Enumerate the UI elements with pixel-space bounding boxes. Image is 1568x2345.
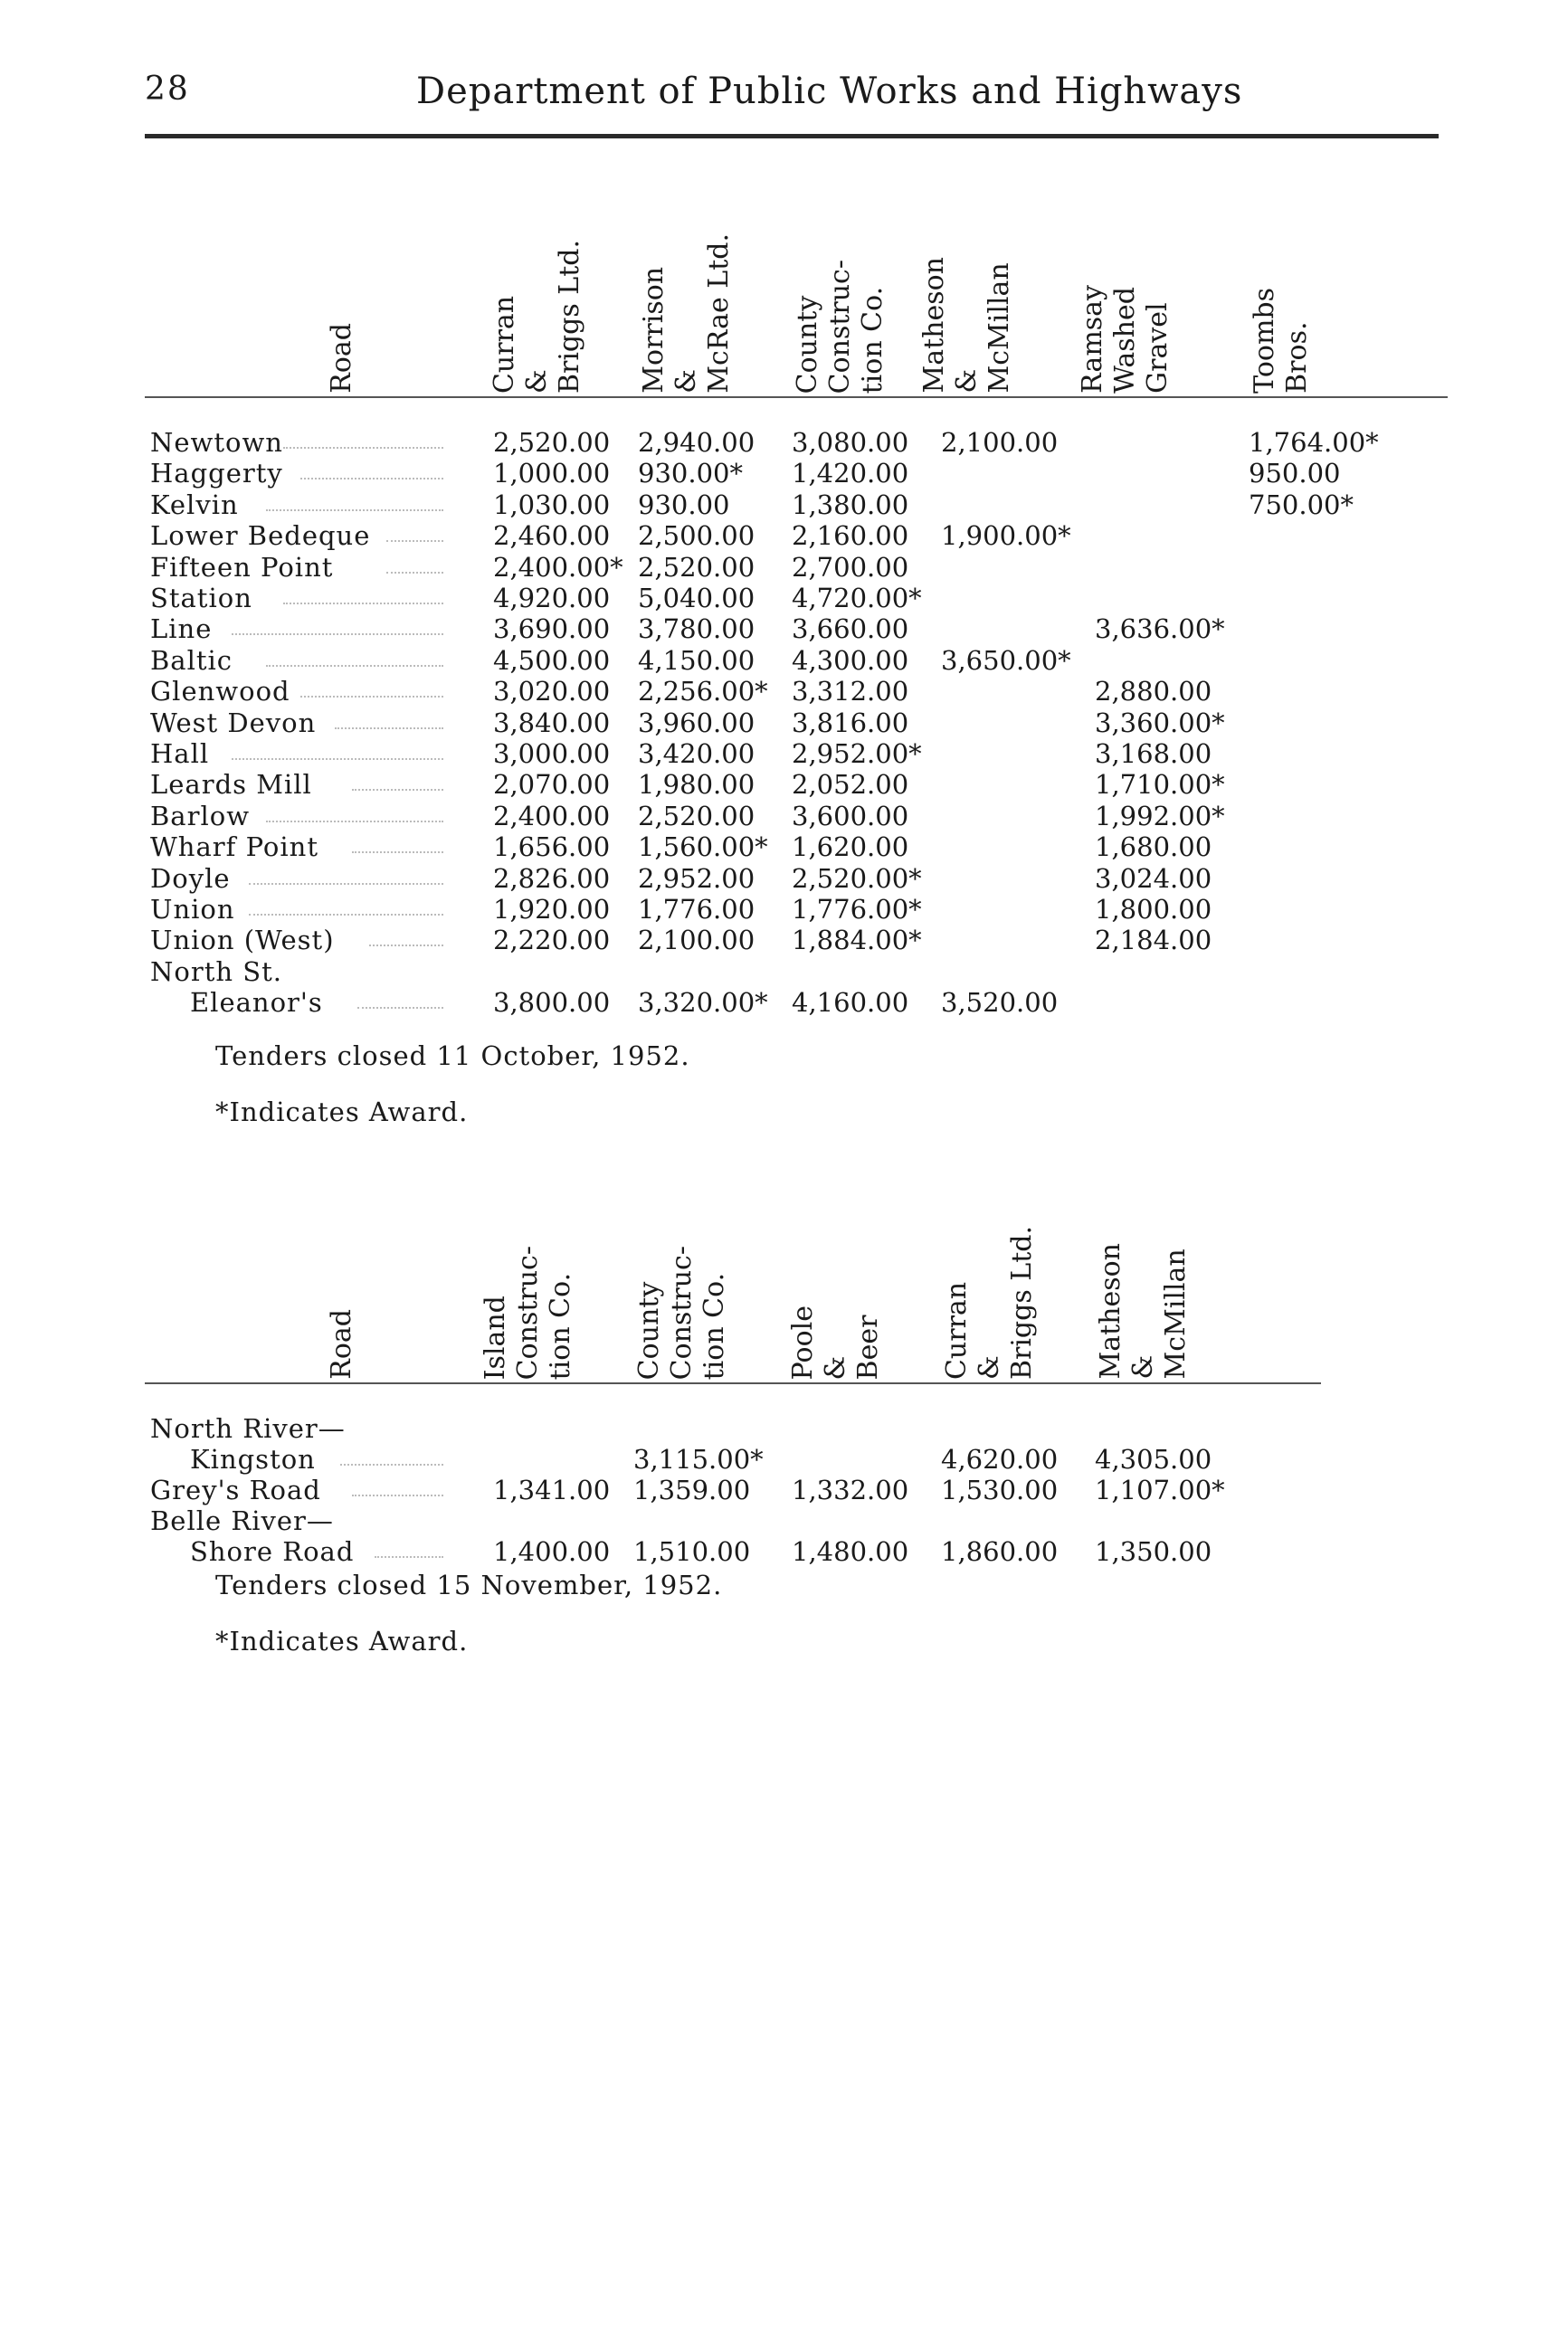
tender-value: 2,400.00	[493, 800, 611, 831]
tender-value: 1,900.00*	[941, 520, 1071, 552]
tender-value: 1,400.00	[493, 1536, 611, 1567]
tender-value: 3,816.00	[792, 707, 909, 738]
tender-value: 1,776.00*	[792, 894, 922, 925]
road-name: Union (West)	[150, 925, 335, 956]
tender-value: 1,530.00	[941, 1475, 1059, 1505]
page-header	[145, 71, 1430, 125]
tender-value: 1,800.00	[1095, 894, 1212, 925]
table-row	[145, 863, 1448, 894]
tender-value: 1,764.00*	[1249, 427, 1379, 458]
table-row	[145, 738, 1448, 769]
road-name: Hall	[150, 738, 210, 769]
tender-value: 1,560.00*	[638, 831, 768, 863]
table-row	[145, 1413, 1448, 1444]
table1-column-header-2: Morrison & McRae Ltd.	[638, 233, 735, 394]
tender-value: 3,780.00	[638, 613, 755, 645]
table-row	[145, 1475, 1448, 1505]
table-row	[145, 956, 1448, 987]
tender-value: 3,840.00	[493, 707, 611, 738]
table-row	[145, 801, 1448, 831]
table-row	[145, 1444, 1448, 1475]
tender-value: 4,620.00	[941, 1444, 1059, 1475]
dot-leader	[283, 603, 443, 604]
tender-value: 1,656.00	[493, 831, 611, 863]
dot-leader	[352, 789, 443, 791]
tender-value: 2,220.00	[493, 925, 611, 956]
tender-value: 2,520.00	[638, 800, 755, 831]
tender-value: 2,100.00	[638, 925, 755, 956]
tender-value: 3,168.00	[1095, 738, 1212, 769]
tender-value: 3,360.00*	[1095, 707, 1225, 738]
tender-value: 3,080.00	[792, 427, 909, 458]
tender-value: 3,650.00*	[941, 644, 1071, 676]
road-name: West Devon	[150, 707, 317, 738]
table-row	[145, 769, 1448, 800]
table-row	[145, 583, 1448, 613]
table1-column-header-3: County Construc- tion Co.	[792, 259, 889, 394]
table1-column-header-1: Curran & Briggs Ltd.	[489, 239, 585, 394]
tender-value: 3,600.00	[792, 800, 909, 831]
table-row	[145, 987, 1448, 1018]
road-name: Station	[150, 583, 252, 613]
dot-leader	[375, 1556, 443, 1558]
tender-value: 4,920.00	[493, 583, 611, 613]
tender-value: 5,040.00	[638, 583, 755, 613]
dot-leader	[352, 851, 443, 853]
table1-column-header-0: Road	[326, 323, 357, 394]
running-title: Department of Public Works and Highways	[416, 71, 1243, 112]
road-name: Newtown	[150, 427, 283, 458]
tender-value: 3,660.00	[792, 613, 909, 645]
tender-value: 1,860.00	[941, 1536, 1059, 1567]
tender-value: 2,460.00	[493, 520, 611, 552]
tender-value: 3,690.00	[493, 613, 611, 645]
tender-value: 2,500.00	[638, 520, 755, 552]
tender-value: 2,700.00	[792, 551, 909, 583]
dot-leader	[369, 945, 443, 946]
table-row	[145, 613, 1448, 644]
table-row	[145, 552, 1448, 583]
road-name: Glenwood	[150, 676, 290, 707]
table-row	[145, 489, 1448, 520]
tender-value: 3,520.00	[941, 987, 1059, 1019]
tender-value: 3,000.00	[493, 738, 611, 769]
road-name: Fifteen Point	[150, 551, 334, 583]
tender-value: 1,680.00	[1095, 831, 1212, 863]
table-row	[145, 645, 1448, 676]
table1-column-header-4: Matheson & McMillan	[918, 257, 1015, 394]
table2-column-header-1: Island Construc- tion Co.	[480, 1245, 576, 1380]
road-name: Belle River—	[150, 1505, 334, 1536]
table-row	[145, 520, 1448, 551]
tender-value: 930.00	[638, 489, 730, 520]
tender-value: 1,510.00	[633, 1536, 751, 1567]
table-row	[145, 676, 1448, 707]
dot-leader	[249, 883, 443, 885]
tender-value: 3,115.00*	[633, 1444, 764, 1475]
road-name: North St.	[150, 955, 282, 987]
table2-award-note: *Indicates Award.	[215, 1626, 469, 1657]
tender-value: 1,350.00	[1095, 1536, 1212, 1567]
table1-closing-note: Tenders closed 11 October, 1952.	[215, 1040, 690, 1071]
tender-value: 1,332.00	[792, 1475, 909, 1505]
table1-column-header-5: Ramsay Washed Gravel	[1077, 285, 1174, 394]
tender-value: 3,320.00*	[638, 987, 768, 1019]
road-name: Kelvin	[150, 489, 239, 520]
road-name: Leards Mill	[150, 769, 312, 801]
table2-column-header-2: County Construc- tion Co.	[633, 1245, 730, 1380]
dot-leader	[232, 758, 443, 760]
tender-value: 3,636.00*	[1095, 613, 1225, 645]
tender-value: 1,884.00*	[792, 925, 922, 956]
table-row	[145, 707, 1448, 738]
tender-value: 1,107.00*	[1095, 1475, 1225, 1505]
tender-value: 1,359.00	[633, 1475, 751, 1505]
dot-leader	[300, 478, 443, 479]
table1-column-header-6: Toombs Bros.	[1249, 288, 1313, 394]
dot-leader	[386, 572, 443, 574]
road-name: North River—	[150, 1413, 346, 1444]
table2-column-header-4: Curran & Briggs Ltd.	[941, 1225, 1038, 1380]
tender-value: 3,800.00	[493, 987, 611, 1019]
tender-value: 750.00*	[1249, 489, 1354, 520]
tender-value: 1,480.00	[792, 1536, 909, 1567]
tender-value: 2,100.00	[941, 427, 1059, 458]
tender-value: 3,024.00	[1095, 862, 1212, 894]
tender-value: 3,960.00	[638, 707, 755, 738]
tender-value: 4,305.00	[1095, 1444, 1212, 1475]
tender-value: 1,030.00	[493, 489, 611, 520]
table-row	[145, 894, 1448, 925]
road-name: Eleanor's	[190, 987, 323, 1019]
page-number: 28	[145, 71, 190, 108]
dot-leader	[340, 1464, 443, 1466]
table1-header-rule	[145, 396, 1448, 398]
tender-value: 2,940.00	[638, 427, 755, 458]
table-row	[145, 458, 1448, 489]
tender-value: 1,980.00	[638, 769, 755, 801]
tender-value: 4,300.00	[792, 644, 909, 676]
tender-value: 1,710.00*	[1095, 769, 1225, 801]
dot-leader	[266, 821, 443, 822]
tender-value: 1,620.00	[792, 831, 909, 863]
tender-value: 4,160.00	[792, 987, 909, 1019]
road-name: Barlow	[150, 800, 251, 831]
tender-value: 2,184.00	[1095, 925, 1212, 956]
tenders-table-november	[145, 1176, 1448, 1583]
dot-leader	[386, 540, 443, 542]
table2-column-header-0: Road	[326, 1309, 357, 1380]
tender-value: 1,341.00	[493, 1475, 611, 1505]
dot-leader	[266, 509, 443, 511]
tender-value: 4,500.00	[493, 644, 611, 676]
road-name: Doyle	[150, 862, 231, 894]
road-name: Baltic	[150, 644, 233, 676]
dot-leader	[300, 696, 443, 698]
road-name: Shore Road	[190, 1536, 355, 1567]
tender-value: 4,720.00*	[792, 583, 922, 613]
road-name: Line	[150, 613, 213, 645]
dot-leader	[266, 665, 443, 667]
tender-value: 950.00	[1249, 458, 1341, 489]
tender-value: 2,070.00	[493, 769, 611, 801]
dot-leader	[232, 633, 443, 635]
road-name: Grey's Road	[150, 1475, 321, 1505]
road-name: Haggerty	[150, 458, 283, 489]
road-name: Lower Bedeque	[150, 520, 371, 552]
table2-column-header-3: Poole & Beer	[787, 1305, 884, 1380]
table2-closing-note: Tenders closed 15 November, 1952.	[215, 1570, 723, 1600]
tender-value: 1,776.00	[638, 894, 755, 925]
table-row	[145, 1536, 1448, 1567]
tender-value: 1,920.00	[493, 894, 611, 925]
dot-leader	[283, 447, 443, 449]
tender-value: 1,992.00*	[1095, 800, 1225, 831]
tender-value: 2,256.00*	[638, 676, 768, 707]
tender-value: 2,400.00*	[493, 551, 623, 583]
tender-value: 2,052.00	[792, 769, 909, 801]
tender-value: 2,520.00	[638, 551, 755, 583]
header-rule	[145, 134, 1439, 138]
tender-value: 3,420.00	[638, 738, 755, 769]
tender-value: 2,520.00*	[792, 862, 922, 894]
tender-value: 2,880.00	[1095, 676, 1212, 707]
table1-award-note: *Indicates Award.	[215, 1097, 469, 1127]
road-name: Wharf Point	[150, 831, 318, 863]
tenders-table-october	[145, 190, 1448, 1149]
table-row	[145, 925, 1448, 955]
tender-value: 1,000.00	[493, 458, 611, 489]
road-name: Union	[150, 894, 235, 925]
dot-leader	[352, 1495, 443, 1496]
tender-value: 1,380.00	[792, 489, 909, 520]
tender-value: 930.00*	[638, 458, 743, 489]
road-name: Kingston	[190, 1444, 316, 1475]
tender-value: 3,020.00	[493, 676, 611, 707]
tender-value: 2,952.00	[638, 862, 755, 894]
table2-header-rule	[145, 1382, 1321, 1384]
tender-value: 2,952.00*	[792, 738, 922, 769]
dot-leader	[357, 1007, 443, 1009]
tender-value: 2,520.00	[493, 427, 611, 458]
table-row	[145, 1505, 1448, 1536]
dot-leader	[249, 914, 443, 916]
table-row	[145, 831, 1448, 862]
tender-value: 1,420.00	[792, 458, 909, 489]
dot-leader	[335, 727, 443, 729]
table-row	[145, 427, 1448, 458]
tender-value: 2,826.00	[493, 862, 611, 894]
tender-value: 3,312.00	[792, 676, 909, 707]
table2-column-header-5: Matheson & McMillan	[1095, 1243, 1192, 1380]
tender-value: 4,150.00	[638, 644, 755, 676]
tender-value: 2,160.00	[792, 520, 909, 552]
